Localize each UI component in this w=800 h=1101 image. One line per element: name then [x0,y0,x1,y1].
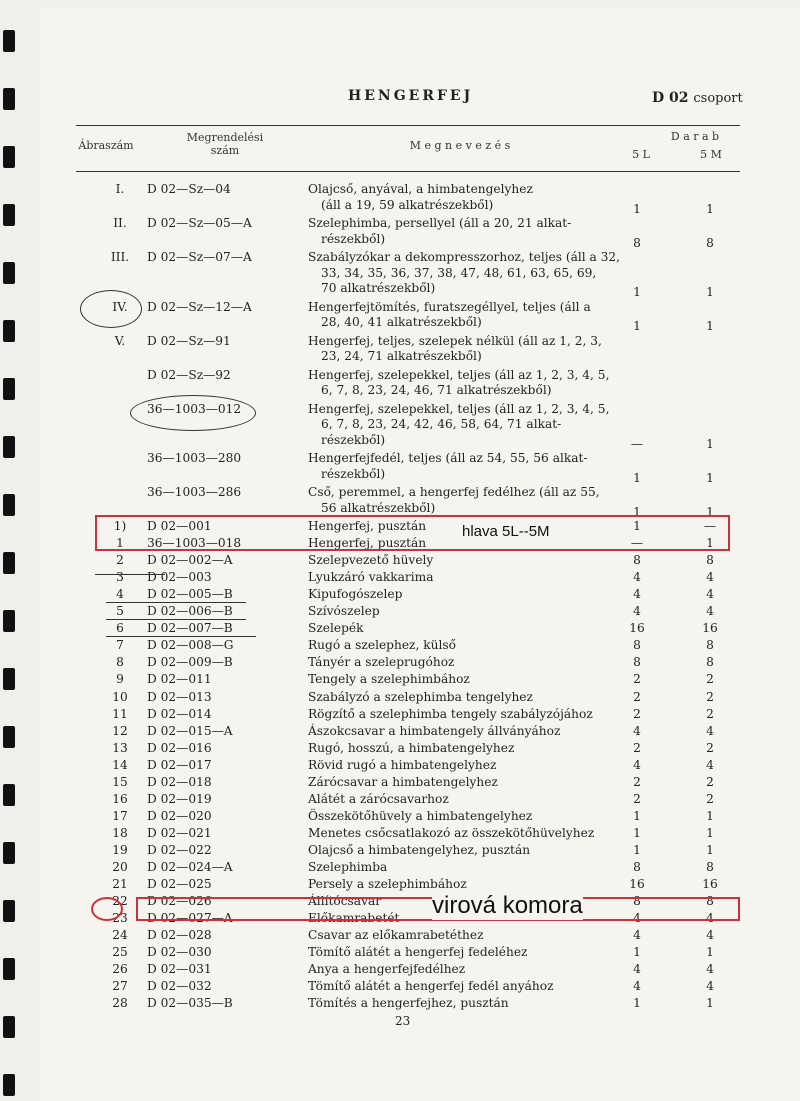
row-qty-5m: 1 [706,201,714,216]
row-part-number: D 02—014 [147,706,212,721]
pencil-mark [95,574,165,575]
row-qty-5l: 1 [633,842,641,857]
row-description: Persely a szelephimbához [308,877,467,892]
row-part-number: D 02—028 [147,928,212,943]
row-qty-5l: 16 [629,877,645,892]
row-part-number: D 02—011 [147,672,212,687]
row-qty-5m: 1 [706,825,714,840]
row-description: Rögzítő a szelephimba tengely szabályzójához [308,706,593,721]
row-description: 70 alkatrészekből) [321,281,436,295]
row-part-number: D 02—021 [147,825,212,840]
row-description: Cső, peremmel, a hengerfej fedélhez (áll az 55, [308,485,600,499]
row-part-number: D 02—031 [147,962,212,977]
row-abraszam: 20 [112,860,128,874]
row-description: Hengerfej, szelepekkel, teljes (áll az 1, 2, 3, 4, 5, [308,367,610,382]
row-abraszam: 11 [112,706,128,721]
row-description: Rövid rugó a himbatengelyhez [308,757,497,772]
row-description: Szabályzó a szelephimba tengelyhez [308,689,533,704]
row-qty-5m: 4 [706,570,714,585]
row-qty-5l: 4 [633,723,641,738]
row-abraszam: 10 [112,689,128,704]
row-part-number: D 02—022 [147,842,212,857]
row-description: Rugó a szelephez, külső [308,638,456,653]
row-qty-5m: 1 [706,842,714,857]
row-abraszam: 13 [112,740,128,755]
row-qty-5l: 4 [633,570,641,585]
row-part-number: D 02—003 [147,570,212,585]
row-abraszam: 28 [112,996,128,1011]
row-abraszam: V. [114,333,126,348]
row-qty-5m: 4 [706,928,714,943]
row-qty-5l: 8 [633,860,641,874]
row-qty-5l: 8 [633,235,641,250]
row-qty-5m: — [703,519,717,533]
row-part-number: D 02—001 [147,519,212,533]
row-qty-5m: 4 [706,604,714,619]
row-description: 23, 24, 71 alkatrészekből) [321,349,482,363]
row-qty-5l: 1 [633,470,641,485]
row-qty-5m: 1 [706,536,714,551]
row-qty-5m: 4 [706,723,714,738]
row-description: Kipufogószelep [308,587,403,602]
row-description: részekből) [321,466,386,481]
row-qty-5l: 8 [633,894,641,909]
row-abraszam: 21 [112,877,128,892]
row-qty-5l: 1 [633,808,641,823]
row-qty-5l: 1 [633,201,641,216]
col-abraszam: Ábraszám [78,139,134,152]
row-description: 56 alkatrészekből) [321,500,436,515]
row-part-number: 36—1003—280 [147,451,242,465]
row-part-number: D 02—017 [147,757,212,772]
row-description: Csavar az előkamrabetéthez [308,928,484,943]
highlight-box-hengerfej [95,515,730,551]
header-rule-top [76,125,740,126]
row-qty-5l: 1 [633,945,641,960]
row-qty-5m: 2 [706,706,714,721]
row-part-number: D 02—009—B [147,655,233,670]
row-description: Előkamrabetét [308,911,400,926]
row-abraszam: 5 [116,604,124,619]
row-qty-5m: 8 [706,553,714,568]
row-abraszam: 7 [116,638,124,653]
row-part-number: D 02—026 [147,894,212,909]
row-qty-5l: 1 [633,825,641,840]
row-part-number: D 02—025 [147,877,212,892]
row-qty-5m: 1 [706,504,714,519]
row-description: Ászokcsavar a himbatengely állványához [308,723,561,738]
annotation-komora: virová komora [432,892,583,919]
row-qty-5m: 8 [706,894,714,909]
row-part-number: D 02—030 [147,945,212,960]
row-abraszam: 17 [112,808,128,823]
row-description: Lyukzáró vakkarima [308,570,434,585]
row-qty-5l: 1 [633,285,641,299]
row-abraszam: II. [113,216,127,230]
row-qty-5l: 16 [629,621,645,636]
row-qty-5m: 16 [702,621,718,636]
row-abraszam: 14 [112,757,128,772]
row-part-number: D 02—Sz—05—A [147,216,252,230]
pencil-mark [106,602,246,603]
row-abraszam: 23 [112,911,128,926]
handwritten-circle-iv [80,290,142,328]
row-part-number: D 02—018 [147,774,212,789]
row-part-number: D 02—008—G [147,638,234,653]
red-circle-23 [91,897,123,921]
row-description: Alátét a zárócsavarhoz [308,791,449,806]
row-abraszam: 16 [112,791,128,806]
row-part-number: D 02—007—B [147,621,233,636]
row-qty-5l: 2 [633,706,641,721]
row-description: Zárócsavar a himbatengelyhez [308,774,498,789]
row-description: 33, 34, 35, 36, 37, 38, 47, 48, 61, 63, 65, 69, [321,265,597,280]
row-description: Szelephimba, persellyel (áll a 20, 21 alkat- [308,216,572,230]
row-abraszam: 8 [116,655,124,670]
group-label: D 02 csoport [652,90,743,106]
page-number: 23 [395,1014,411,1028]
row-part-number: D 02—Sz—92 [147,367,231,382]
row-description: Tengely a szelephimbához [308,672,470,687]
row-part-number: D 02—035—B [147,996,233,1011]
row-qty-5l: 2 [633,740,641,755]
row-qty-5m: 2 [706,672,714,687]
row-abraszam: 27 [112,979,128,994]
row-description: Hengerfej, teljes, szelepek nélkül (áll az 1, 2, 3, [308,333,602,348]
row-qty-5m: 2 [706,774,714,789]
row-description: 6, 7, 8, 23, 24, 42, 46, 58, 64, 71 alkat- [321,417,562,431]
row-description: Anya a hengerfejfedélhez [308,962,466,977]
row-qty-5l: 1 [633,319,641,333]
row-qty-5l: 4 [633,928,641,943]
row-qty-5m: 4 [706,962,714,977]
row-abraszam: 12 [112,723,128,738]
row-description: Tömítő alátét a hengerfej fedeléhez [308,945,528,960]
row-qty-5m: 2 [706,740,714,755]
row-qty-5l: — [630,536,644,551]
col-darab: D a r a b [670,130,720,143]
row-part-number: D 02—Sz—91 [147,333,231,348]
row-part-number: 36—1003—018 [147,536,242,551]
col-5l: 5 L [632,148,650,161]
row-qty-5m: 8 [706,638,714,653]
row-part-number: D 02—006—B [147,604,233,619]
row-description: Hengerfej, pusztán [308,519,427,533]
row-qty-5l: 4 [633,962,641,977]
row-qty-5m: 8 [706,235,714,250]
row-qty-5m: 4 [706,979,714,994]
row-abraszam: IV. [112,299,128,314]
col-5m: 5 M [700,148,722,161]
row-description: Hengerfej, pusztán [308,536,427,551]
row-description: Összekötőhüvely a himbatengelyhez [308,808,533,823]
row-qty-5l: 1 [633,519,641,533]
row-part-number: D 02—015—A [147,723,233,738]
row-qty-5m: 1 [706,808,714,823]
handwritten-circle-part [130,395,256,431]
header-rule-bottom [76,171,740,172]
row-qty-5l: — [630,436,644,451]
row-abraszam: 15 [112,774,128,789]
row-description: Hengerfejtömítés, furatszegéllyel, teljes (áll a [308,299,591,314]
row-description: Menetes csőcsatlakozó az összekötőhüvelyhez [308,825,595,840]
row-qty-5l: 8 [633,638,641,653]
row-abraszam: 6 [116,621,124,636]
row-description: Tömítő alátét a hengerfej fedél anyához [308,979,554,994]
row-abraszam: 1) [113,519,127,533]
pencil-mark [106,636,256,637]
document-page [40,8,800,1101]
row-part-number: 36—1003—286 [147,485,242,499]
row-qty-5m: 2 [706,791,714,806]
col-megrendelesi: Megrendelési szám [186,131,264,157]
row-part-number: D 02—002—A [147,553,233,568]
row-qty-5l: 4 [633,604,641,619]
row-part-number: 36—1003—012 [147,401,242,416]
row-abraszam: 9 [116,672,124,687]
row-part-number: D 02—027—A [147,911,233,926]
row-description: Rugó, hosszú, a himbatengelyhez [308,740,515,755]
row-description: Szabályzókar a dekompresszorhoz, teljes (áll a 32, [308,250,621,264]
row-part-number: D 02—Sz—07—A [147,250,252,264]
row-qty-5m: 2 [706,689,714,704]
row-qty-5m: 16 [702,877,718,892]
row-qty-5l: 4 [633,757,641,772]
row-abraszam: 1 [116,536,124,551]
row-qty-5m: 8 [706,860,714,874]
col-megnevezes: M e g n e v e z é s [409,139,511,152]
pencil-mark [106,619,246,620]
row-description: Hengerfej, szelepekkel, teljes (áll az 1, 2, 3, 4, 5, [308,401,610,416]
row-description: Hengerfejfedél, teljes (áll az 54, 55, 56 alkat- [308,451,588,465]
row-part-number: D 02—Sz—12—A [147,299,252,314]
row-qty-5m: 1 [706,319,714,333]
row-abraszam: 2 [116,553,124,568]
row-qty-5m: 1 [706,470,714,485]
row-part-number: D 02—032 [147,979,212,994]
row-description: 6, 7, 8, 23, 24, 46, 71 alkatrészekből) [321,383,552,397]
row-description: Olajcső, anyával, a himbatengelyhez [308,182,533,196]
row-qty-5m: 1 [706,996,714,1011]
row-qty-5m: 8 [706,655,714,670]
row-part-number: D 02—Sz—04 [147,182,231,196]
row-abraszam: 18 [112,825,128,840]
row-abraszam: 25 [112,945,128,960]
row-description: Állítócsavar [308,894,382,909]
row-description: Szelepék [308,621,364,636]
row-qty-5m: 1 [706,945,714,960]
row-abraszam: 4 [116,587,124,602]
row-qty-5m: 1 [706,436,714,451]
page-title: HENGERFEJ [348,88,474,104]
row-part-number: D 02—016 [147,740,212,755]
row-description: részekből) [321,231,386,246]
row-abraszam: III. [110,250,130,264]
row-qty-5l: 2 [633,689,641,704]
row-description: Tömítés a hengerfejhez, pusztán [308,996,509,1011]
row-description: Szelepvezető hüvely [308,553,434,568]
row-qty-5l: 2 [633,774,641,789]
row-qty-5l: 4 [633,979,641,994]
row-qty-5l: 2 [633,791,641,806]
row-qty-5l: 4 [633,911,641,926]
row-description: Tányér a szeleprugóhoz [308,655,455,670]
row-description: Szelephimba [308,860,388,874]
row-qty-5l: 2 [633,672,641,687]
row-qty-5m: 4 [706,911,714,926]
row-qty-5l: 8 [633,655,641,670]
row-abraszam: 22 [112,894,128,909]
row-part-number: D 02—005—B [147,587,233,602]
row-qty-5l: 1 [633,996,641,1011]
row-description: Szívószelep [308,604,380,619]
row-part-number: D 02—024—A [147,860,233,874]
row-qty-5l: 1 [633,504,641,519]
row-abraszam: 19 [112,842,128,857]
row-abraszam: 3 [116,570,124,585]
row-abraszam: I. [115,182,125,196]
row-description: részekből) [321,432,386,447]
row-description: (áll a 19, 59 alkatrészekből) [321,197,494,212]
row-qty-5m: 4 [706,757,714,772]
row-description: Olajcső a himbatengelyhez, pusztán [308,842,531,857]
row-part-number: D 02—020 [147,808,212,823]
annotation-hlava: hlava 5L--5M [462,523,550,540]
row-description: 28, 40, 41 alkatrészekből) [321,315,482,329]
row-abraszam: 26 [112,962,128,977]
row-abraszam: 24 [112,928,128,943]
row-qty-5l: 4 [633,587,641,602]
row-qty-5m: 4 [706,587,714,602]
row-qty-5m: 1 [706,285,714,299]
row-part-number: D 02—019 [147,791,212,806]
row-qty-5l: 8 [633,553,641,568]
row-part-number: D 02—013 [147,689,212,704]
